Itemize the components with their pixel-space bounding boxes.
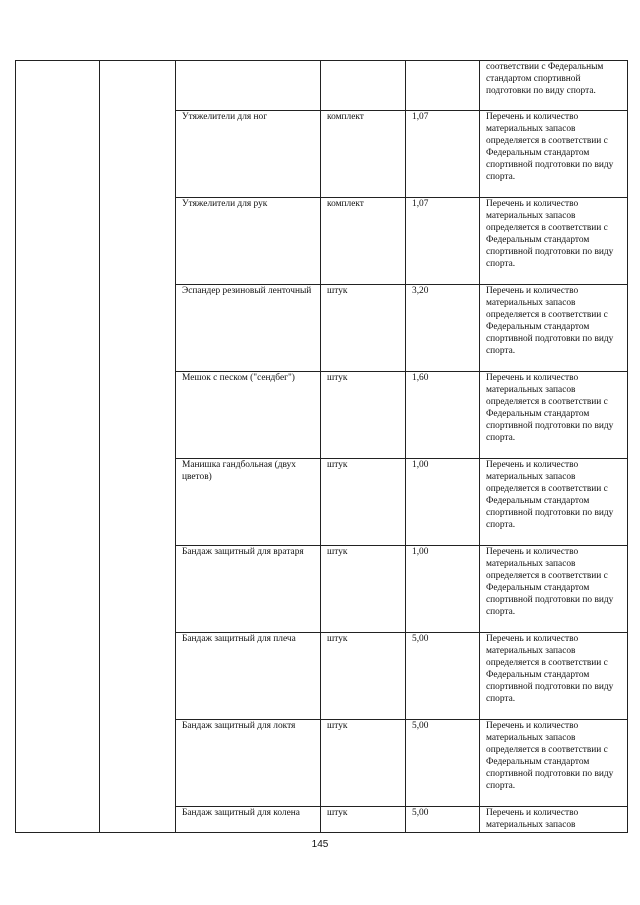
item-name: Мешок с песком ("сендбег") xyxy=(176,372,321,459)
item-name: Бандаж защитный для вратаря xyxy=(176,546,321,633)
note-cell: Перечень и количество материальных запасов определяется в соответствии с Федеральным стандартом спортивной подготовки по виду спорта. xyxy=(480,372,628,459)
item-name: Бандаж защитный для локтя xyxy=(176,720,321,807)
note-cell: Перечень и количество материальных запасов определяется в соответствии с Федеральным стандартом спортивной подготовки по виду спорта. xyxy=(480,285,628,372)
qty-cell: 3,20 xyxy=(406,285,480,372)
unit-cell xyxy=(321,61,406,111)
note-cell: Перечень и количество материальных запасов определяется в соответствии с Федеральным стандартом спортивной подготовки по виду спорта. xyxy=(480,459,628,546)
unit-cell: штук xyxy=(321,633,406,720)
qty-cell: 1,07 xyxy=(406,111,480,198)
unit-cell: комплект xyxy=(321,111,406,198)
blank-cell xyxy=(100,61,176,833)
qty-cell: 5,00 xyxy=(406,720,480,807)
unit-cell: штук xyxy=(321,285,406,372)
item-name: Манишка гандбольная (двух цветов) xyxy=(176,459,321,546)
qty-cell: 5,00 xyxy=(406,633,480,720)
item-name: Утяжелители для ног xyxy=(176,111,321,198)
qty-cell: 5,00 xyxy=(406,807,480,833)
note-cell: Перечень и количество материальных запасов определяется в соответствии с Федеральным стандартом спортивной подготовки по виду спорта. xyxy=(480,198,628,285)
unit-cell: комплект xyxy=(321,198,406,285)
unit-cell: штук xyxy=(321,546,406,633)
qty-cell: 1,00 xyxy=(406,546,480,633)
unit-cell: штук xyxy=(321,807,406,833)
blank-cell xyxy=(16,61,100,833)
item-name: Утяжелители для рук xyxy=(176,198,321,285)
page-number: 145 xyxy=(311,839,329,850)
unit-cell: штук xyxy=(321,372,406,459)
note-cell: Перечень и количество материальных запасов определяется в соответствии с Федеральным стандартом спортивной подготовки по виду спорта. xyxy=(480,633,628,720)
qty-cell: 1,00 xyxy=(406,459,480,546)
note-cell: Перечень и количество материальных запасов определяется в соответствии с Федеральным стандартом спортивной подготовки по виду спорта. xyxy=(480,546,628,633)
item-name xyxy=(176,61,321,111)
table-row xyxy=(16,61,628,111)
qty-cell: 1,07 xyxy=(406,198,480,285)
unit-cell: штук xyxy=(321,459,406,546)
unit-cell: штук xyxy=(321,720,406,807)
equipment-table xyxy=(15,60,628,833)
qty-cell: 1,60 xyxy=(406,372,480,459)
item-name: Бандаж защитный для колена xyxy=(176,807,321,833)
qty-cell xyxy=(406,61,480,111)
note-cell: соответствии с Федеральным стандартом спортивной подготовки по виду спорта. xyxy=(480,61,628,111)
note-cell: Перечень и количество материальных запасов xyxy=(480,807,628,833)
note-cell: Перечень и количество материальных запасов определяется в соответствии с Федеральным стандартом спортивной подготовки по виду спорта. xyxy=(480,720,628,807)
item-name: Бандаж защитный для плеча xyxy=(176,633,321,720)
note-cell: Перечень и количество материальных запасов определяется в соответствии с Федеральным стандартом спортивной подготовки по виду спорта. xyxy=(480,111,628,198)
item-name: Эспандер резиновый ленточный xyxy=(176,285,321,372)
